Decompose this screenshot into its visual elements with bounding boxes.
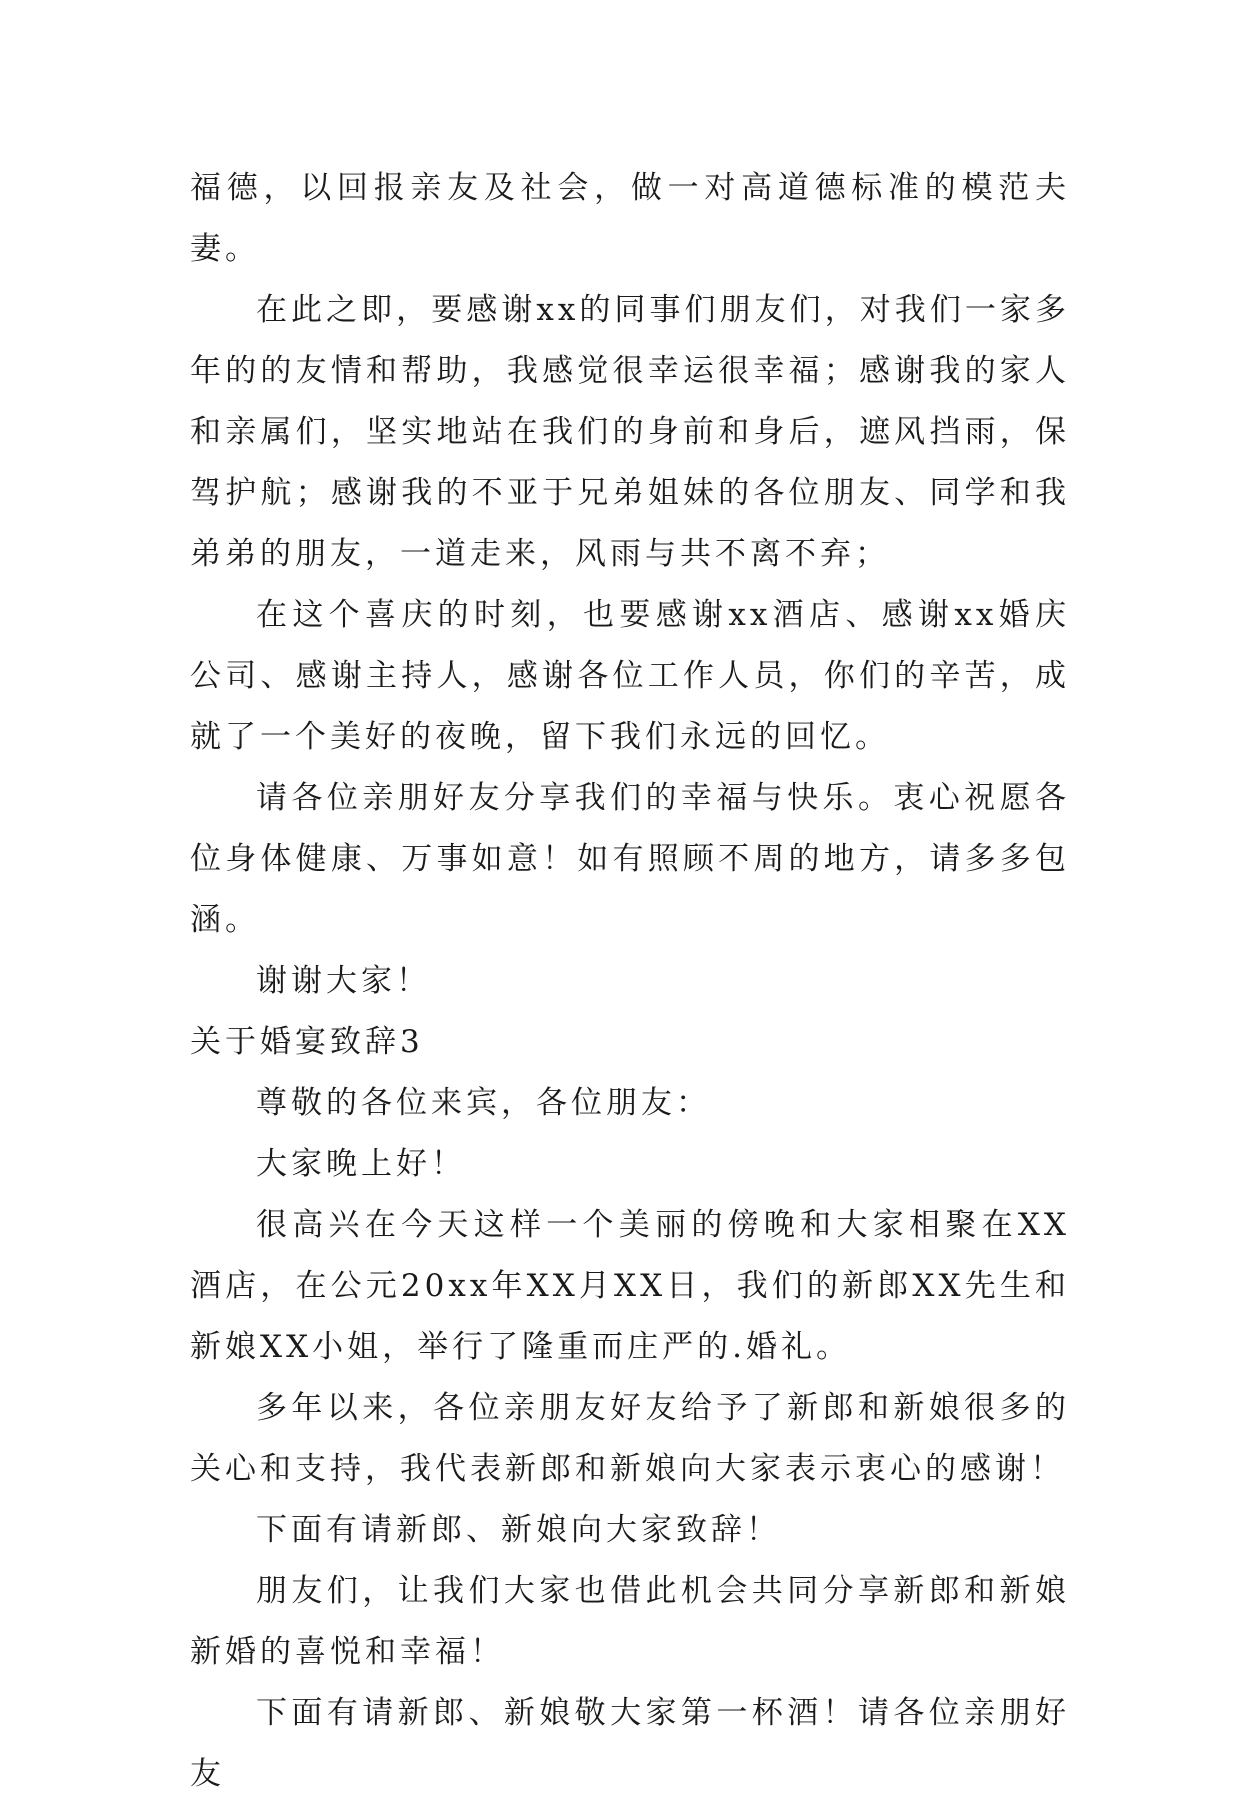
document-body <box>190 158 1070 1805</box>
paragraph-invite-speech: 下面有请新郎、新娘向大家致辞！ <box>256 1512 781 1548</box>
paragraph-toast: 下面有请新郎、新娘敬大家第一杯酒！请各位亲朋好友 <box>190 1695 1070 1792</box>
paragraph-blessing: 请各位亲朋好友分享我们的幸福与快乐。衷心祝愿各位身体健康、万事如意！如有照顾不周的地方，请多多包涵。 <box>190 780 1070 938</box>
paragraph-wedding-intro: 很高兴在今天这样一个美丽的傍晚和大家相聚在XX酒店，在公元20xx年XX月XX日，我们的新郎XX先生和新娘XX小姐，举行了隆重而庄严的.婚礼。 <box>190 1207 1070 1365</box>
paragraph-thanks-colleagues: 在此之即，要感谢xx的同事们朋友们，对我们一家多年的的友情和帮助，我感觉很幸运很幸福；感谢我的家人和亲属们，坚实地站在我们的身前和身后，遮风挡雨，保驾护航；感谢我的不亚于兄弟姐妹的各位朋友、同学和我弟弟的朋友，一道走来，风雨与共不离不弃； <box>190 292 1070 572</box>
paragraph-thanks-hotel: 在这个喜庆的时刻，也要感谢xx酒店、感谢xx婚庆公司、感谢主持人，感谢各位工作人员，你们的辛苦，成就了一个美好的夜晚，留下我们永远的回忆。 <box>190 597 1070 755</box>
paragraph-thank-you: 谢谢大家！ <box>256 963 431 999</box>
paragraph-continuation: 福德，以回报亲友及社会，做一对高道德标准的模范夫妻。 <box>190 170 1070 267</box>
section-heading: 关于婚宴致辞3 <box>190 1024 424 1060</box>
paragraph-share-joy: 朋友们，让我们大家也借此机会共同分享新郎和新娘新婚的喜悦和幸福！ <box>190 1573 1070 1670</box>
paragraph-gratitude: 多年以来，各位亲朋友好友给予了新郎和新娘很多的关心和支持，我代表新郎和新娘向大家表示衷心的感谢！ <box>190 1390 1070 1487</box>
paragraph-greeting: 大家晚上好！ <box>256 1146 466 1182</box>
paragraph-salutation: 尊敬的各位来宾，各位朋友： <box>256 1085 711 1121</box>
